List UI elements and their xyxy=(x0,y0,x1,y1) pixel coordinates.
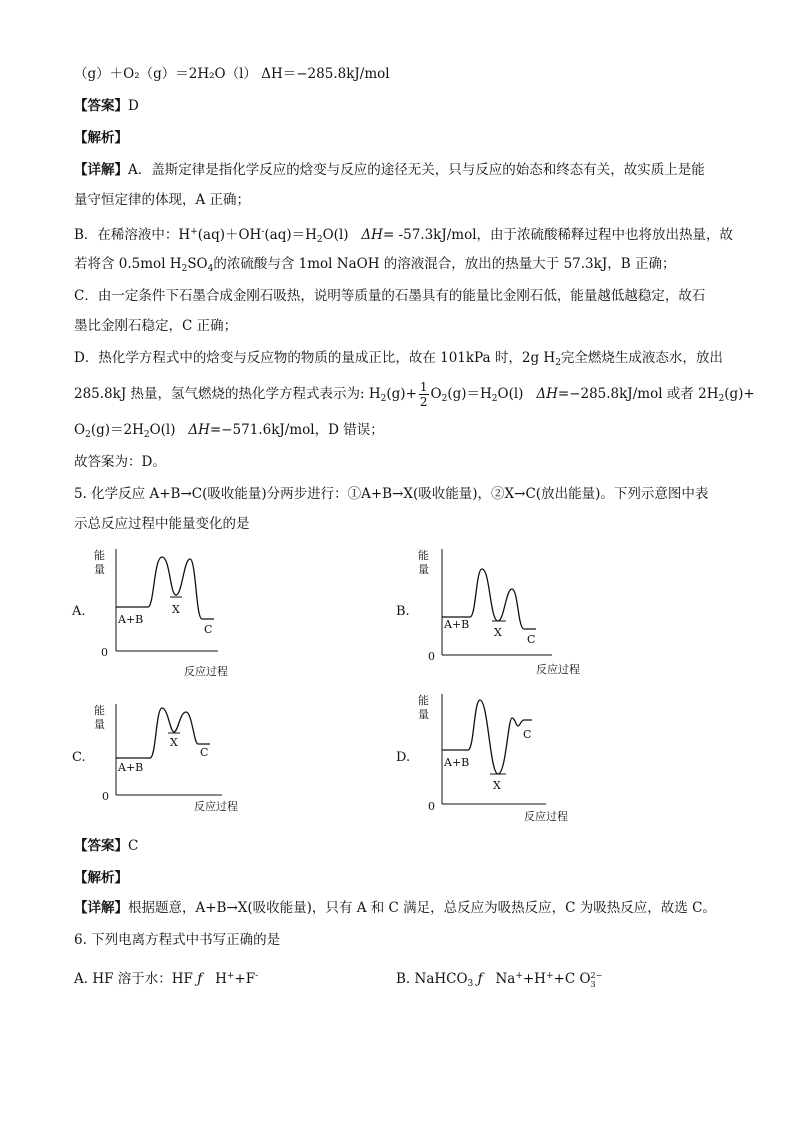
d-text: (g)＝H xyxy=(447,386,492,402)
q4-detail-d3 xyxy=(74,420,724,445)
subscript: 3 xyxy=(467,979,474,989)
ab-label: A+B xyxy=(118,613,144,626)
q4-answer xyxy=(74,96,724,116)
b-text: (aq)＋OH xyxy=(197,227,262,243)
subscript: 2 xyxy=(380,394,387,404)
x-axis-label: 反应过程 xyxy=(536,663,580,676)
q4-detail-b2 xyxy=(74,254,724,279)
carbonate-scripts xyxy=(591,971,603,989)
y-label-1: 能 xyxy=(418,694,429,707)
q5-stem-1: 5. 化学反应 A+B→C(吸收能量)分两步进行：①A+B→X(吸收能量)，②X→C(放出能量)。下列示意图中表 xyxy=(74,486,709,502)
q6-option-a xyxy=(74,966,258,989)
option-c-label: C. xyxy=(72,750,86,765)
charge: - xyxy=(255,971,259,981)
option-b-label: B. xyxy=(396,604,410,619)
subscript: 2 xyxy=(316,235,323,245)
d-text: =−285.8kJ/mol 或者 2H xyxy=(557,386,719,402)
delta-h: ΔH xyxy=(188,422,210,438)
charge: - xyxy=(261,227,265,237)
c-label: C xyxy=(527,633,536,646)
origin-label: 0 xyxy=(101,646,108,659)
origin-label: 0 xyxy=(428,800,435,813)
q6-option-b xyxy=(396,966,602,994)
q4-analysis-tag: 【解析】 xyxy=(74,130,128,146)
fraction-one-half xyxy=(419,380,429,409)
y-label-2: 量 xyxy=(94,718,105,731)
b-text: (aq)＝H xyxy=(264,227,317,243)
equilibrium-symbol: ƒ xyxy=(197,971,203,987)
q4-detail-d1 xyxy=(74,348,724,373)
subscript: 2 xyxy=(85,430,91,440)
energy-diagram-d xyxy=(414,690,594,830)
origin-label: 0 xyxy=(102,790,109,803)
subscript: 2 xyxy=(181,264,188,274)
b-text: 若将含 0.5mol H xyxy=(74,256,182,272)
ab-label: A+B xyxy=(444,756,470,769)
subscript: 2 xyxy=(441,394,448,404)
q5-analysis-tag: 【解析】 xyxy=(74,870,128,886)
charge: + xyxy=(190,227,198,237)
d-text: O xyxy=(430,386,442,402)
answer-tag: 【答案】 xyxy=(74,98,128,114)
x-axis-label: 反应过程 xyxy=(194,800,238,813)
q5-stem-2: 示总反应过程中能量变化的是 xyxy=(74,516,250,532)
energy-diagram-b xyxy=(414,545,594,680)
subscript: 3 xyxy=(590,979,596,989)
detail-a-text: A．盖斯定律是指化学反应的焓变与反应的途径无关，只与反应的始态和终态有关，故实质上是能 xyxy=(128,162,705,178)
opt-b-text: Na xyxy=(495,971,516,987)
energy-curve xyxy=(116,708,210,758)
ab-label: A+B xyxy=(444,618,470,631)
q4-detail-d2 xyxy=(74,380,755,409)
charge: + xyxy=(515,971,523,981)
x-axis-label: 反应过程 xyxy=(524,810,568,823)
q4-detail-a1 xyxy=(74,160,724,180)
b-text: O(l) xyxy=(322,227,349,243)
energy-diagram-a xyxy=(90,545,250,680)
d-text: 285.8kJ 热量，氢气燃烧的热化学方程式表示为: H xyxy=(74,386,381,402)
d-text: O xyxy=(74,422,86,438)
q4-detail-a2: 量守恒定律的体现，A 正确； xyxy=(74,192,251,208)
equation-continuation: （g）＋O₂（g）＝2H₂O（l） ΔH＝−285.8kJ/mol xyxy=(74,66,390,82)
b-text: 的浓硫酸与含 1mol NaOH 的溶液混合，放出的热量大于 57.3kJ，B 正确； xyxy=(213,256,676,272)
subscript: 2 xyxy=(491,394,498,404)
equilibrium-symbol: ƒ xyxy=(477,971,483,987)
c-label: C xyxy=(200,746,209,759)
delta-h: ΔH xyxy=(536,386,558,402)
d-text: O(l) xyxy=(497,386,524,402)
energy-curve xyxy=(116,557,214,619)
y-label-2: 量 xyxy=(418,708,429,721)
x-label: X xyxy=(170,736,178,749)
c-label: C xyxy=(204,623,213,636)
y-label-2: 量 xyxy=(94,563,105,576)
opt-b-text: +H xyxy=(522,971,546,987)
q5-answer xyxy=(74,836,724,856)
d-text: 完全燃烧生成液态水，放出 xyxy=(560,350,723,366)
q4-conclusion: 故答案为：D。 xyxy=(74,454,166,470)
subscript: 4 xyxy=(207,264,214,274)
charge: + xyxy=(545,971,554,981)
subscript: 2 xyxy=(718,394,725,404)
b-text: = -57.3kJ/mol，由于浓硫酸稀释过程中也将放出热量，故 xyxy=(382,227,734,243)
c-label: C xyxy=(523,728,532,741)
q4-detail-c1: C．由一定条件下石墨合成金刚石吸热，说明等质量的石墨具有的能量比金刚石低，能量越低越稳定，故石 xyxy=(74,288,706,304)
q4-detail-c2: 墨比金刚石稳定，C 正确； xyxy=(74,318,238,334)
d-text: =−571.6kJ/mol，D 错误； xyxy=(209,422,384,438)
charge: 2− xyxy=(590,970,603,980)
answer-value: C xyxy=(128,838,139,854)
x-axis-label: 反应过程 xyxy=(184,665,228,678)
x-label: X xyxy=(493,779,501,792)
x-label: X xyxy=(494,626,502,639)
delta-h: ΔH xyxy=(361,227,383,243)
answer-tag: 【答案】 xyxy=(74,838,128,854)
d-text: O(l) xyxy=(149,422,176,438)
q5-detail xyxy=(74,898,724,918)
b-text: SO xyxy=(187,256,208,272)
origin-label: 0 xyxy=(428,650,435,663)
y-label-2: 量 xyxy=(418,563,429,576)
d-text: (g)+ xyxy=(724,386,755,402)
b-text: B．在稀溶液中：H xyxy=(74,227,191,243)
frac-den: 2 xyxy=(419,395,428,409)
opt-b-text: B. NaHCO xyxy=(396,971,468,987)
subscript: 2 xyxy=(555,358,561,368)
subscript: 2 xyxy=(143,430,150,440)
d-text: (g)+ xyxy=(386,386,417,402)
ab-label: A+B xyxy=(118,761,144,774)
d-text: D．热化学方程式中的焓变与反应物的物质的量成正比，故在 101kPa 时，2g H xyxy=(74,350,556,366)
y-label-1: 能 xyxy=(418,549,429,562)
answer-value: D xyxy=(128,98,139,114)
detail-tag: 【详解】 xyxy=(74,162,128,178)
energy-diagram-c xyxy=(90,700,250,820)
option-d-label: D. xyxy=(396,750,411,765)
opt-a-text: A. HF 溶于水：HF xyxy=(74,971,193,987)
detail-tag: 【详解】 xyxy=(74,900,128,916)
d-text: (g)＝2H xyxy=(90,422,144,438)
opt-a-text: H xyxy=(215,971,227,987)
x-label: X xyxy=(172,603,180,616)
opt-a-text: +F xyxy=(234,971,256,987)
q4-detail-b1 xyxy=(74,222,734,250)
detail-text: 根据题意，A+B→X(吸收能量)，只有 A 和 C 满足，总反应为吸热反应，C 为吸热反应，故选 C。 xyxy=(128,900,716,916)
y-label-1: 能 xyxy=(94,704,105,717)
q6-stem: 6. 下列电离方程式中书写正确的是 xyxy=(74,932,281,948)
y-label-1: 能 xyxy=(94,549,105,562)
charge: + xyxy=(226,971,235,981)
frac-num: 1 xyxy=(419,380,428,394)
option-a-label: A. xyxy=(72,604,86,619)
opt-b-text: +C O xyxy=(553,971,591,987)
